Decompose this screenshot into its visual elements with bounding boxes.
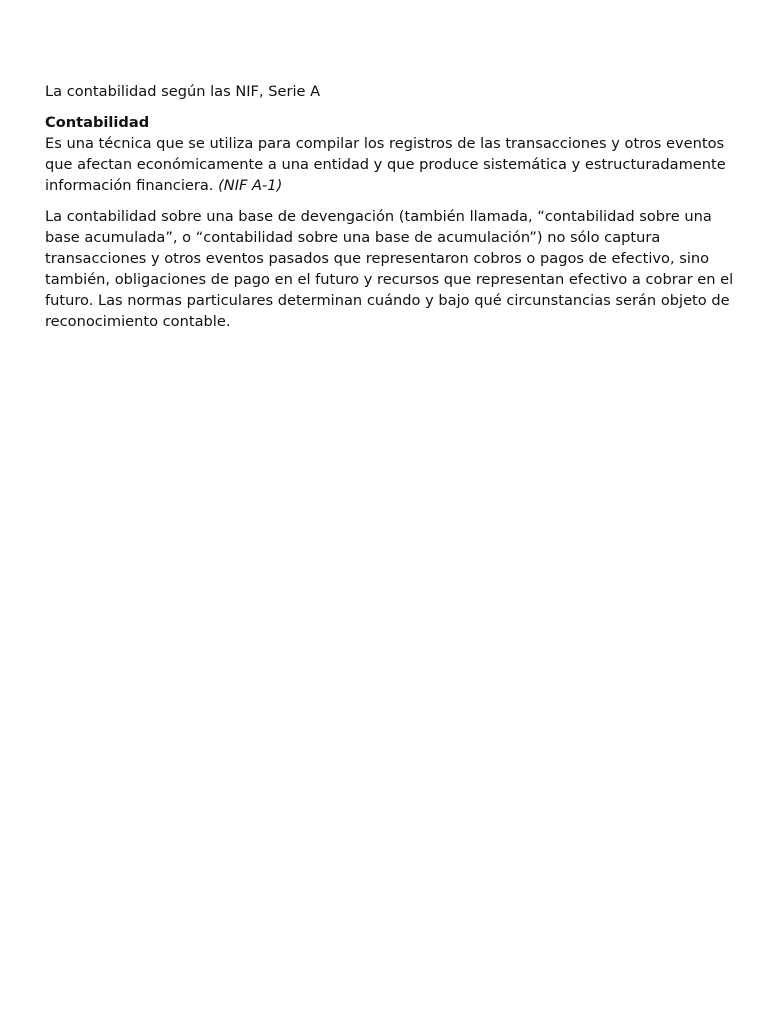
section-heading: Contabilidad: [45, 114, 150, 131]
document-page: [45, 81, 735, 342]
document-title: La contabilidad según las NIF, Serie A: [45, 83, 321, 100]
body-paragraph: La contabilidad sobre una base de devengación (también llamada, “contabilidad sobre una base acumulada”, o “contabilidad sobre una base de acumulación”) no sólo captura transacciones y otros eventos pasados que representaron cobros o pagos de efectivo, sino también, obligaciones de pago en el futuro y recursos que representan efectivo a cobrar en el futuro. Las normas particulares determinan cuándo y bajo qué circunstancias serán objeto de reconocimiento contable.: [45, 208, 734, 330]
definition-section: [45, 112, 735, 196]
citation: (NIF A-1): [218, 177, 283, 194]
definition-text: Es una técnica que se utiliza para compilar los registros de las transacciones y otros eventos que afectan económicamente a una entidad y que produce sistemática y estructuradamente información financiera.: [45, 135, 726, 194]
